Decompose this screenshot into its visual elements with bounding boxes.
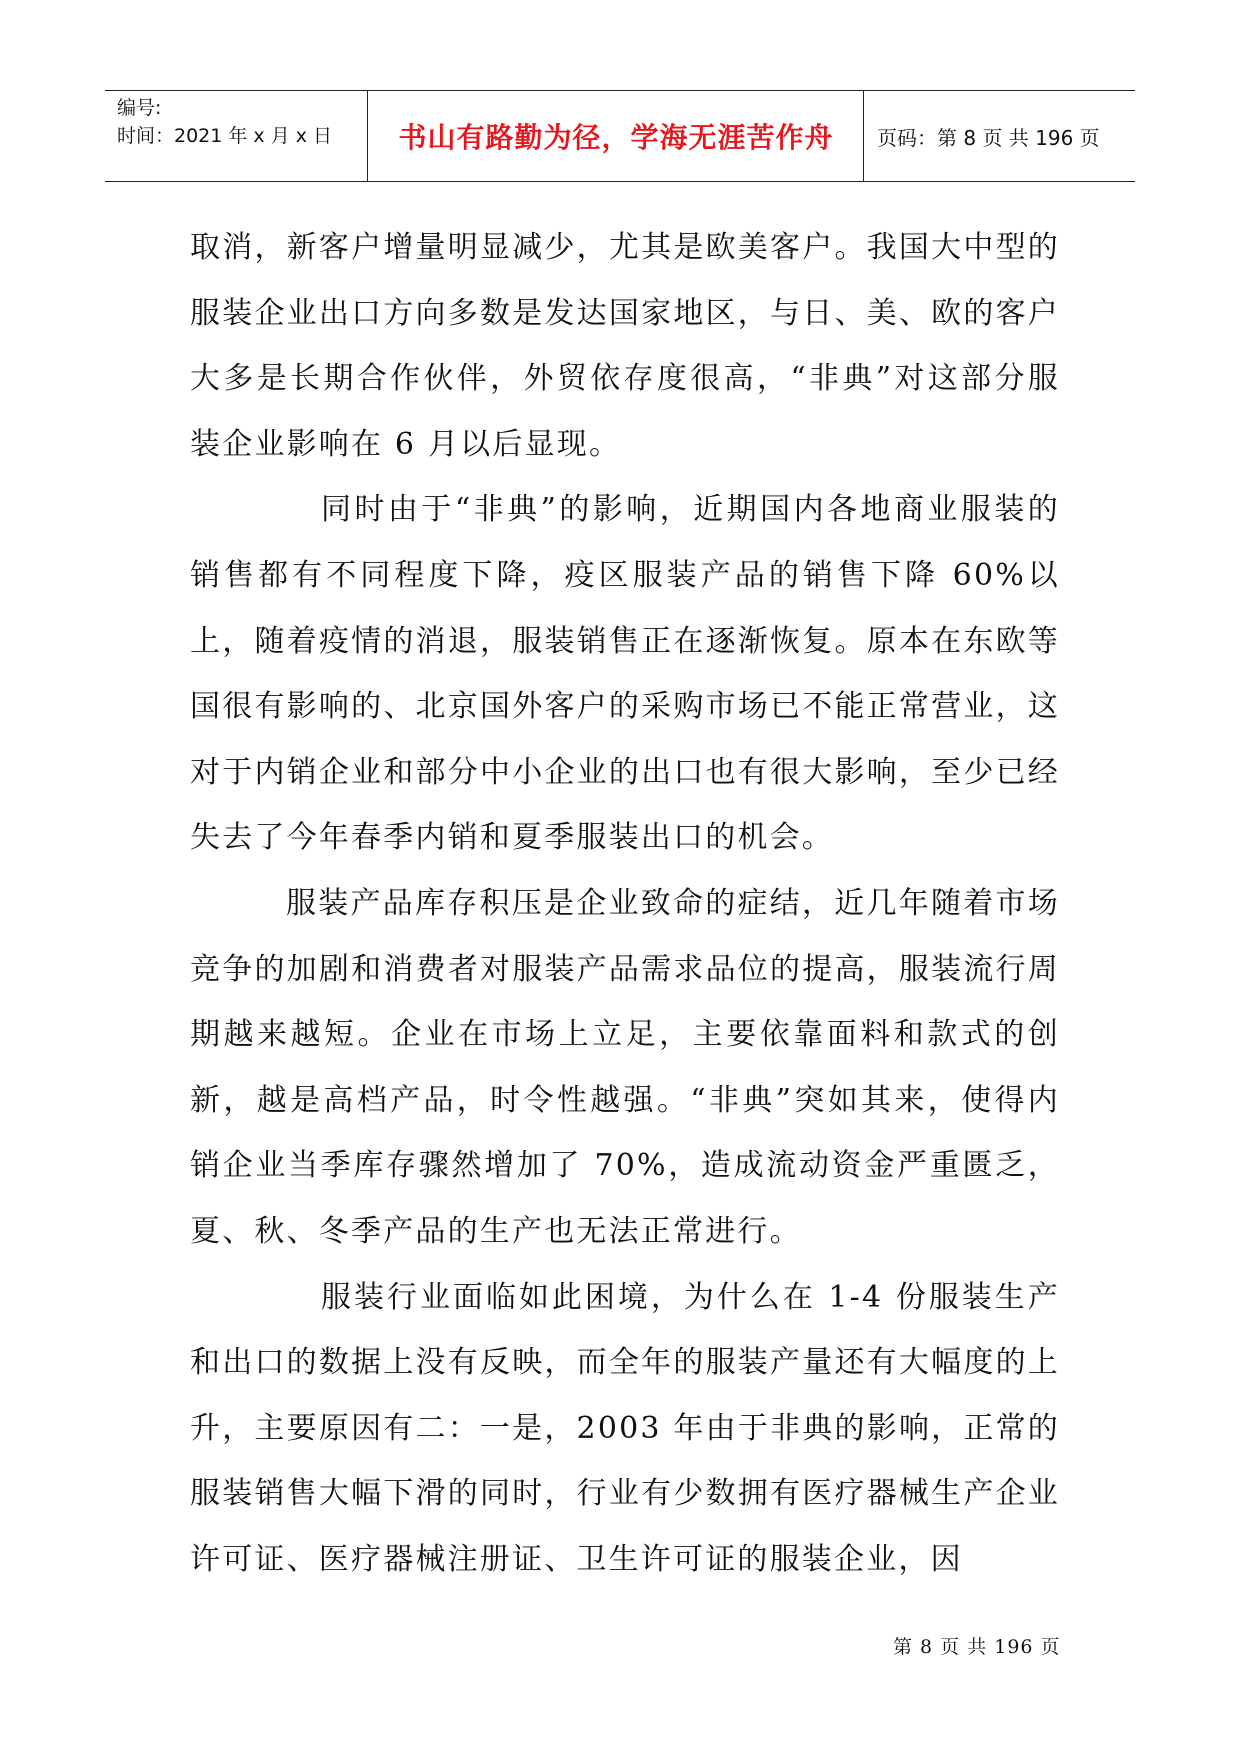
body-paragraph: 服装行业面临如此困境，为什么在 1-4 份服装生产和出口的数据上没有反映，而全年的服装产量还有大幅度的上升，主要原因有二：一是，2003 年由于非典的影响，正常的服装销售大幅下滑的同时，行业有少数拥有医疗器械生产企业许可证、医疗器械注册证、卫生许可证的服装企业，因 [190, 1279, 1060, 1577]
header-meta [117, 91, 367, 181]
page-footer: 第 8 页 共 196 页 [893, 1636, 1061, 1658]
header-divider [367, 91, 368, 181]
document-header [105, 90, 1135, 182]
body-paragraph: 同时由于“非典”的影响，近期国内各地商业服装的销售都有不同程度下降，疫区服装产品的销售下降 60%以上，随着疫情的消退，服装销售正在逐渐恢复。原本在东欧等国很有影响的、北京国外客户的采购市场已不能正常营业，这对于内销企业和部分中小企业的出口也有很大影响，至少已经失去了今年春季内销和夏季服装出口的机会。 [190, 492, 1060, 856]
document-number-label: 编号: [117, 97, 162, 119]
header-page-info: 页码：第 8 页 共 196 页 [877, 125, 1100, 150]
header-motto: 书山有路勤为径，学海无涯苦作舟 [398, 121, 834, 154]
document-time-label: 时间：2021 年 x 月 x 日 [117, 125, 333, 147]
document-body [190, 215, 1060, 1592]
body-paragraph: 取消，新客户增量明显减少，尤其是欧美客户。我国大中型的服装企业出口方向多数是发达国家地区，与日、美、欧的客户大多是长期合作伙伴，外贸依存度很高，“非典”对这部分服装企业影响在 6 月以后显现。 [190, 230, 1060, 462]
body-paragraph: 服装产品库存积压是企业致命的症结，近几年随着市场竞争的加剧和消费者对服装产品需求品位的提高，服装流行周期越来越短。企业在市场上立足，主要依靠面料和款式的创新，越是高档产品，时令性越强。“非典”突如其来，使得内销企业当季库存骤然增加了 70%，造成流动资金严重匮乏，夏、秋、冬季产品的生产也无法正常进行。 [190, 885, 1060, 1249]
header-divider [863, 91, 864, 181]
